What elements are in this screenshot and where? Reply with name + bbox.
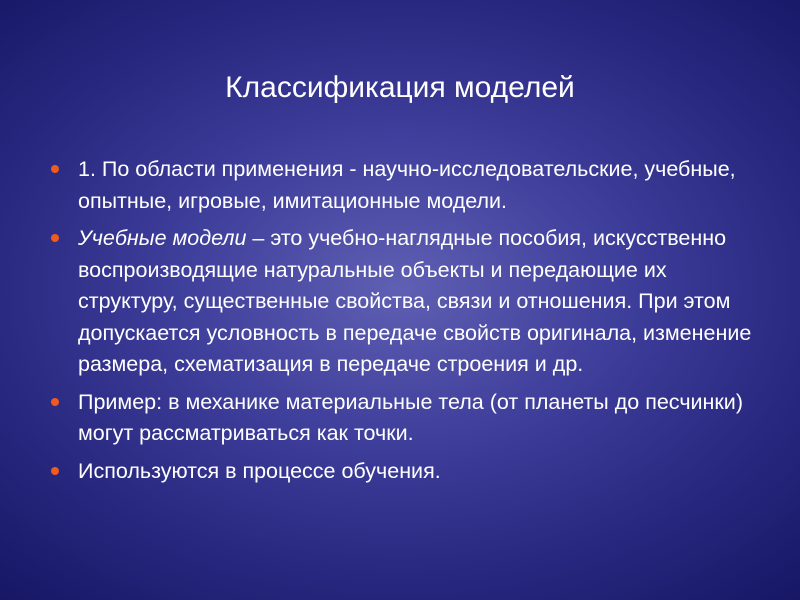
bullet-text: 1. По области применения - научно-исследовательские, учебные, опытные, игровые, имитационные модели. <box>78 157 736 213</box>
list-item <box>48 387 768 450</box>
bullet-text: Пример: в механике материальные тела (от планеты до песчинки) могут рассматриваться как точки. <box>78 389 743 445</box>
bullet-list <box>48 154 768 487</box>
bullet-text: – это учебно-наглядные пособия, искусственно воспроизводящие натуральные объекты и передающие их структуру, существенные свойства, связи и отношения. При этом допускается условность в передаче свойств оригинала, изменение размера, схематизация в передаче строения и др. <box>78 226 752 376</box>
list-item <box>48 223 768 381</box>
bullet-emphasis: Учебные модели <box>78 226 247 250</box>
bullet-icon <box>51 398 59 406</box>
bullet-icon <box>51 165 59 173</box>
list-item <box>48 456 768 488</box>
bullet-text: Используются в процессе обучения. <box>78 458 441 483</box>
list-item <box>48 154 768 217</box>
bullet-icon <box>51 467 59 475</box>
bullet-icon <box>51 234 59 242</box>
slide-title: Классификация моделей <box>225 71 575 104</box>
